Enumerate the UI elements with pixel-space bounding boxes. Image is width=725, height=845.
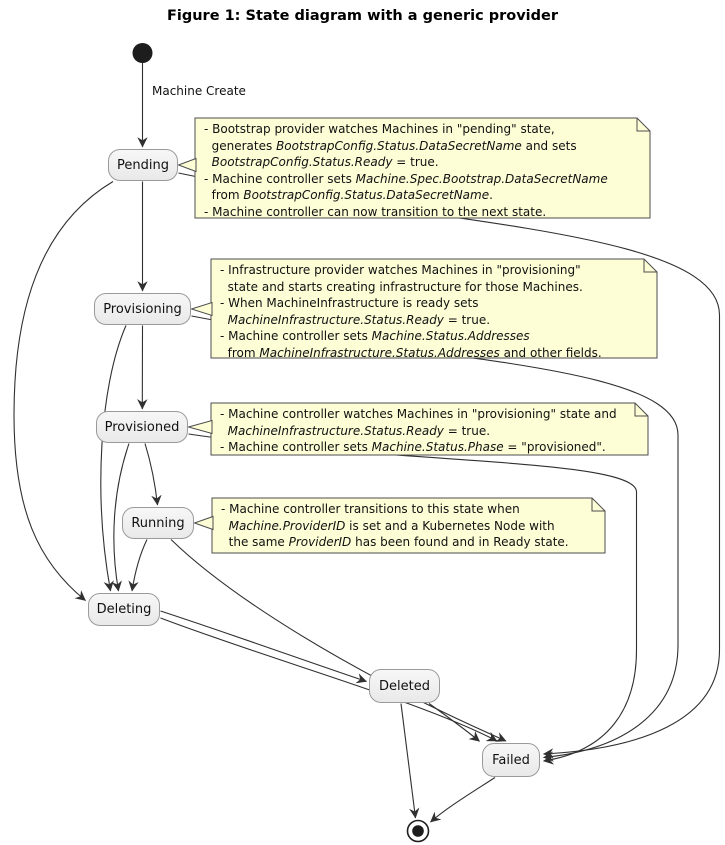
edge-deleting-to-deleted	[161, 611, 367, 682]
state-label-running: Running	[131, 515, 185, 531]
connector-provisioned-note	[189, 421, 213, 434]
state-label-deleted: Deleted	[379, 678, 430, 694]
note-line: - Machine controller sets Machine.Spec.Bootstrap.DataSecretName	[204, 171, 608, 186]
connector-provisioning-note	[192, 303, 213, 316]
connector-pending-note	[179, 159, 197, 172]
note-line: the same ProviderID has been found and in Ready state.	[221, 535, 569, 549]
note-provisioned-text	[211, 403, 648, 455]
state-deleted	[369, 669, 440, 703]
edge-failed-to-end	[431, 778, 496, 823]
edge-deleted-to-end	[401, 704, 416, 819]
state-label-provisioned: Provisioned	[104, 419, 180, 435]
edge-deleted-to-failed	[429, 704, 480, 742]
note-line: Machine.ProviderID is set and a Kubernetes Node with	[228, 518, 555, 533]
note-line: MachineInfrastructure.Status.Ready = true.	[227, 423, 491, 438]
start-state-dot	[133, 43, 153, 63]
note-line: from MachineInfrastructure.Status.Addresses and other fields.	[220, 345, 602, 360]
state-label-provisioning: Provisioning	[103, 301, 182, 317]
state-deleting	[88, 593, 160, 626]
state-label-pending: Pending	[117, 157, 169, 173]
state-failed	[482, 743, 540, 777]
state-label-deleting: Deleting	[96, 602, 152, 617]
state-provisioned	[96, 411, 188, 443]
note-line: - Machine controller sets Machine.Status.Phase = "provisioned".	[220, 440, 606, 454]
note-line: - Infrastructure provider watches Machines in "provisioning"	[220, 263, 581, 277]
note-line: - Machine controller transitions to this state when	[221, 502, 520, 516]
note-line: MachineInfrastructure.Status.Ready = true.	[227, 312, 491, 327]
transition-label-machine-create: Machine Create	[152, 84, 246, 98]
note-line: BootstrapConfig.Status.Ready = true.	[211, 155, 439, 169]
note-line: - When MachineInfrastructure is ready sets	[220, 296, 479, 310]
note-line: state and starts creating infrastructure for those Machines.	[220, 279, 583, 294]
note-line: generates BootstrapConfig.Status.DataSecretName and sets	[204, 138, 577, 153]
end-state-inner-dot	[412, 825, 424, 837]
edge-pending-to-deleting	[14, 182, 113, 601]
note-line: - Bootstrap provider watches Machines in "pending" state,	[204, 122, 555, 136]
edge-provisioned-to-failed	[189, 434, 637, 761]
diagram-title: Figure 1: State diagram with a generic provider	[166, 8, 559, 24]
state-provisioning	[94, 293, 191, 325]
note-running-text	[212, 498, 605, 553]
note-line: - Machine controller can now transition to the next state.	[204, 204, 547, 219]
note-provisioning-text	[211, 259, 657, 358]
note-line: from BootstrapConfig.Status.DataSecretName.	[204, 188, 493, 202]
edge-provisioned-to-running	[145, 444, 158, 506]
edge-deleting-to-failed	[161, 618, 498, 741]
state-running	[122, 507, 194, 539]
note-line: - Machine controller watches Machines in "provisioning" state and	[220, 407, 617, 421]
connector-running-note	[195, 517, 214, 530]
edge-running-to-deleting	[132, 540, 147, 592]
state-label-failed: Failed	[492, 752, 530, 768]
edge-provisioning-to-deleting	[101, 326, 126, 592]
note-line: - Machine controller sets Machine.Status.Addresses	[220, 329, 530, 343]
note-pending-text	[195, 118, 650, 218]
state-pending	[108, 149, 178, 181]
